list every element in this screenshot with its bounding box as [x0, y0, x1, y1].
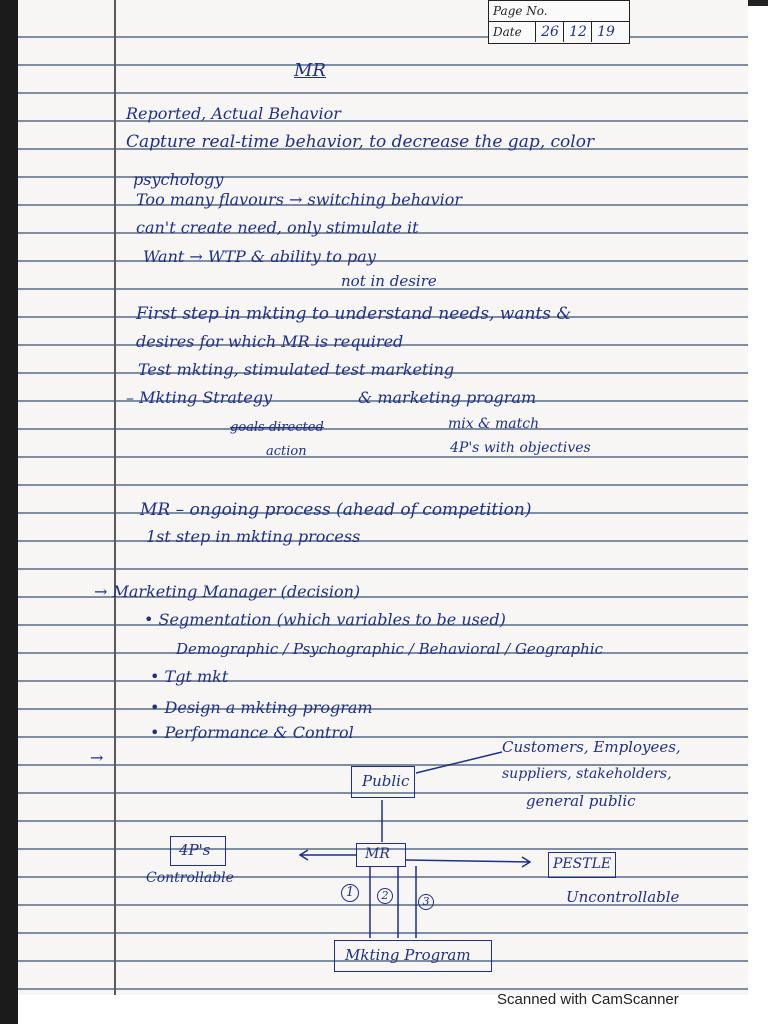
step-three: 3 [418, 894, 434, 910]
controllable-label: Controllable [146, 870, 234, 886]
public-box [351, 766, 415, 798]
note-line: 4P's with objectives [450, 440, 591, 456]
note-line: MR – ongoing process (ahead of competition) [140, 500, 532, 520]
note-title: MR [294, 60, 326, 81]
note-line: Test mkting, stimulated test marketing [138, 360, 455, 379]
note-line: action [266, 444, 307, 459]
note-line: desires for which MR is required [136, 332, 404, 351]
note-line: Want → WTP & ability to pay [143, 247, 376, 266]
note-line: Too many flavours → switching behavior [136, 190, 463, 209]
four-ps-label: 4P's [179, 841, 211, 859]
note-line: → [90, 748, 104, 767]
camscanner-watermark: Scanned with CamScanner [497, 991, 679, 1008]
note-line: can't create need, only stimulate it [136, 218, 419, 237]
mr-box [356, 843, 406, 867]
note-line: psychology [133, 170, 224, 189]
date-day: 26 [535, 22, 564, 42]
mr-to-pestle-arrow [406, 860, 530, 862]
note-line: First step in mkting to understand needs, wants & [136, 304, 572, 324]
note-line: & marketing program [358, 388, 537, 407]
mr-label: MR [365, 846, 390, 862]
pestle-label: PESTLE [553, 856, 612, 872]
public-label: Public [362, 772, 410, 790]
stakeholders-text: suppliers, stakeholders, [502, 766, 672, 782]
page-no-label: Page No. [493, 4, 548, 18]
stakeholders-text: Customers, Employees, [502, 738, 681, 756]
note-line: mix & match [448, 416, 540, 432]
stakeholders-text: general public [526, 792, 636, 810]
page-left-edge [0, 0, 18, 1024]
note-line: 1st step in mkting process [146, 527, 361, 546]
public-to-stakeholders-line [416, 752, 502, 773]
mkting-program-box [334, 940, 492, 972]
four-ps-box [170, 836, 226, 866]
note-line: Reported, Actual Behavior [126, 104, 341, 123]
note-line: • Tgt mkt [150, 667, 229, 686]
date-label: Date [493, 25, 522, 39]
note-line: – Mkting Strategy [126, 388, 273, 407]
note-line: • Design a mkting program [150, 698, 373, 717]
notebook-page [18, 0, 748, 995]
note-line: → Marketing Manager (decision) [94, 582, 361, 601]
step-one: 1 [341, 884, 359, 902]
note-line: • Performance & Control [150, 723, 354, 742]
note-line: goals directed [230, 420, 324, 435]
date-month: 12 [563, 22, 592, 42]
note-line: Demographic / Psychographic / Behavioral / Geographic [176, 640, 604, 658]
note-line: Capture real-time behavior, to decrease the gap, color [126, 132, 595, 152]
note-line: not in desire [341, 272, 437, 290]
step-two: 2 [377, 888, 393, 904]
note-line: • Segmentation (which variables to be used) [144, 610, 506, 629]
uncontrollable-label: Uncontrollable [566, 888, 680, 906]
mkting-program-label: Mkting Program [345, 946, 471, 964]
date-year: 19 [591, 22, 620, 42]
pestle-box [548, 852, 616, 878]
